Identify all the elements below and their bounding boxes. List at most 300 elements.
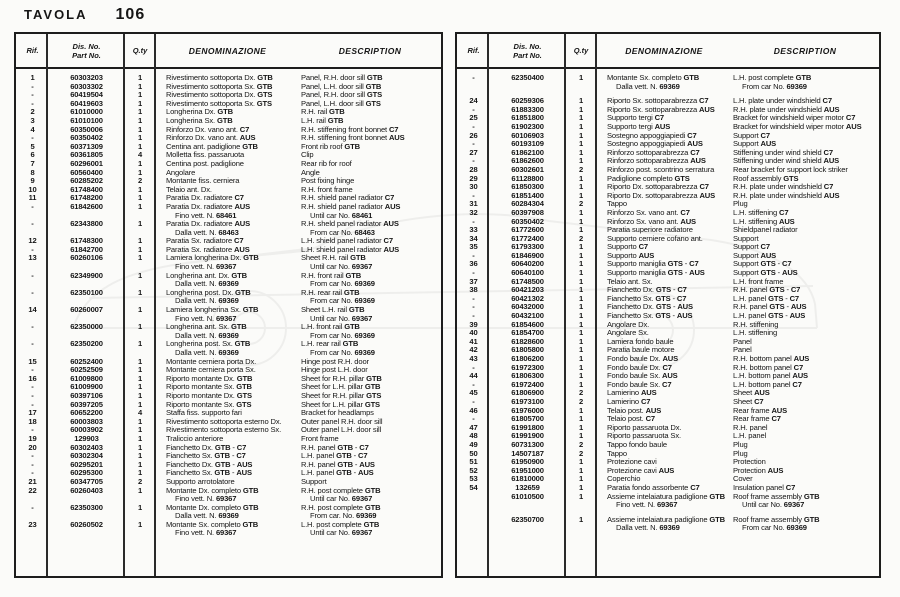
row-description: Panel [733, 336, 752, 346]
header-rif: Rif. [467, 46, 480, 55]
row-qty: 1 [578, 121, 584, 131]
row-denominazione: Rinforzo Dx. vano ant. AUS [166, 133, 256, 143]
row-qty: 1 [137, 107, 143, 117]
row-denominazione: Angolare Dx. [607, 319, 650, 329]
row-denominazione: Montante Sx. completo GTB Dalla vett. N. 69369 [597, 74, 731, 91]
row-part-number: 60106903 [511, 130, 544, 140]
row-ref: 1 [30, 73, 35, 82]
row-qty: 1 [137, 98, 143, 108]
row-denominazione: Rivestimento sottoporta Sx. GTB [166, 81, 273, 91]
row-description: Shieldpanel radiator [733, 225, 798, 235]
table-row [16, 203, 441, 220]
row-qty: 1 [137, 451, 143, 461]
row-qty: 1 [578, 414, 584, 424]
row-part-number: 61991800 [511, 422, 544, 432]
row-description: Hinge post L.H. door [301, 365, 368, 375]
row-denominazione: Rinforzo Sx. vano ant. C7 [607, 207, 690, 217]
row-qty: 1 [578, 242, 584, 252]
row-description: Sheet C7 [733, 396, 764, 406]
row-ref: 20 [28, 442, 37, 452]
row-description: R.H. panel GTB - C7 [301, 442, 369, 452]
row-description: R.H. plate under windshield AUS [733, 104, 840, 114]
page-header [24, 6, 145, 24]
row-description: Plug [733, 199, 748, 209]
row-denominazione: Supporto AUS [607, 250, 655, 260]
row-qty: 1 [137, 201, 143, 211]
row-description: Sheet R.H. rail GTB Until car No. 69367 [299, 254, 441, 271]
row-denominazione: Tappo fondo baule [607, 439, 667, 449]
row-description: R.H. panel GTS - AUS [733, 302, 807, 312]
row-description: Post fixing hinge [301, 176, 355, 186]
row-description: Stiffening under wind shield C7 [733, 147, 833, 157]
row-qty: 1 [137, 399, 143, 409]
row-qty: 1 [578, 422, 584, 432]
row-qty: 1 [578, 336, 584, 346]
row-ref: - [31, 287, 34, 297]
row-qty: 1 [578, 491, 584, 501]
row-description: R.H. post complete GTB Until car No. 69367 [299, 487, 441, 504]
row-qty: 1 [578, 514, 584, 524]
row-ref: 42 [469, 345, 478, 355]
row-denominazione: Fondo baule Sx. AUS [607, 371, 678, 381]
row-part-number: 61828600 [511, 336, 544, 346]
row-part-number: 60397908 [511, 207, 544, 217]
row-description: L.H. shield panel radiator AUS [301, 244, 400, 254]
row-description: Panel [733, 345, 752, 355]
row-description-note: From car. No. 69369 [310, 511, 377, 521]
row-description: Panel, R.H. door sill GTS [301, 90, 383, 100]
row-denominazione: Lamierino C7 [607, 396, 651, 406]
row-description-note: From car No. 69369 [310, 330, 375, 340]
row-ref: 37 [469, 276, 478, 286]
row-part-number: 61748400 [70, 184, 103, 194]
row-part-number: 61009900 [70, 382, 103, 392]
row-qty: 1 [578, 73, 584, 82]
row-qty: 1 [137, 468, 143, 478]
row-denominazione: Longherina Dx. GTB [166, 107, 233, 117]
row-denominazione: Longherina post. Sx. GTB Dalla vett. N. 69369 [156, 340, 299, 357]
row-ref: 11 [28, 193, 37, 203]
row-qty: 2 [578, 439, 584, 449]
row-denominazione: Montante cerniera porta Dx. [166, 356, 257, 366]
row-description: Bracket for windshield wiper motor AUS [733, 121, 862, 131]
table-row [457, 74, 879, 91]
row-ref: 25 [469, 113, 478, 123]
row-part-number: 60652200 [70, 408, 103, 418]
row-denominazione: Assieme intelaiatura padiglione GTB Dalla vett. N. 69369 [597, 516, 731, 533]
row-ref: 38 [469, 285, 478, 295]
row-part-number: 60260106 [70, 253, 103, 263]
header-part-number [490, 42, 565, 60]
row-qty: 2 [578, 448, 584, 458]
row-description: R.H. sheld panel radiator AUS From car No. 68463 [299, 220, 441, 237]
row-denominazione: Fianchetto Dx. GTS - C7 [607, 285, 687, 295]
row-qty: 1 [578, 225, 584, 235]
row-qty: 1 [578, 104, 584, 114]
row-ref: 4 [30, 124, 35, 134]
row-denominazione: Paratia superiore radiatore [607, 225, 693, 235]
row-denominazione: Lamiera fondo baule [607, 336, 674, 346]
table-row [457, 516, 879, 533]
row-ref: - [472, 139, 475, 149]
row-denominazione: Fianchetto Dx. GTB - AUS [166, 459, 253, 469]
row-denominazione: Riporto Dx. sottoparabrezza AUS [607, 190, 716, 200]
row-ref: - [31, 244, 34, 254]
row-ref: - [31, 399, 34, 409]
row-denominazione-note: Dalla vett. N. 69369 [616, 81, 680, 91]
row-description: Rear frame C7 [733, 414, 781, 424]
row-denominazione: Fianchetto Dx. GTB - C7 [166, 442, 247, 452]
row-ref: - [472, 396, 475, 406]
row-ref: - [31, 133, 34, 143]
row-denominazione: Sostegno appoggiapiedi AUS [607, 139, 703, 149]
row-ref: 17 [28, 408, 37, 418]
row-denominazione: Riporto montante Sx. GTB [166, 382, 252, 392]
row-ref: - [31, 390, 34, 400]
row-part-number: 61793300 [511, 242, 544, 252]
row-description: Roof assembly GTS [733, 173, 799, 183]
row-part-number: 132659 [515, 482, 540, 492]
table-body [457, 69, 879, 533]
row-denominazione: Riporto Sx. sottoparabrezza AUS [607, 104, 715, 114]
row-part-number: 60361805 [70, 150, 103, 160]
row-description: Insulation panel C7 [733, 482, 796, 492]
row-ref: 49 [469, 439, 478, 449]
row-denominazione: Rivestimento sottoporta esterno Dx. [166, 416, 282, 426]
row-qty: 1 [578, 139, 584, 149]
row-ref: 19 [28, 433, 37, 443]
row-ref: - [31, 382, 34, 392]
row-denominazione: Rivestimento sottoporta esterno Sx. [166, 425, 282, 435]
row-description: R.H. front frame [301, 184, 353, 194]
row-description: Front frame [301, 433, 339, 443]
header-rif: Rif. [26, 46, 39, 55]
row-qty: 1 [137, 305, 143, 315]
row-qty: 1 [578, 482, 584, 492]
row-part-number: 61991900 [511, 431, 544, 441]
row-denominazione-note: Fino vett. N. 69367 [616, 500, 678, 510]
row-denominazione: Riporto montante Dx. GTS [166, 390, 252, 400]
row-part-number: 60303203 [70, 73, 103, 82]
row-denominazione: Longherina ant. Dx. GTB Dalla vett. N. 69369 [156, 272, 299, 289]
row-qty: 1 [137, 416, 143, 426]
row-description: R.H. panel GTS - C7 [733, 285, 801, 295]
row-denominazione: Coperchio [607, 474, 641, 484]
row-description: Bracket for headlamps [301, 408, 374, 418]
row-part-number: 129903 [74, 433, 99, 443]
row-denominazione: Longherina post. Dx. GTB Dalla vett. N. 69369 [156, 289, 299, 306]
row-qty: 1 [137, 519, 143, 529]
row-ref: 41 [469, 336, 478, 346]
row-description: L.H. panel [733, 431, 767, 441]
row-part-number: 61862600 [511, 156, 544, 166]
row-denominazione: Rinforzo sottoparabrezza AUS [607, 156, 706, 166]
row-denominazione: Tappo [607, 199, 627, 209]
row-description-note: From car No. 69369 [742, 81, 807, 91]
parts-table-right [455, 32, 881, 578]
row-description: Sheet L.H. rail GTB Until car No. 69367 [299, 306, 441, 323]
row-ref: 50 [469, 448, 478, 458]
row-qty: 1 [578, 285, 584, 295]
row-description: Support AUS [733, 139, 777, 149]
row-denominazione: Protezione cavi [607, 457, 657, 467]
row-part-number: 62350400 [511, 73, 544, 82]
row-description: L.H. shield panel radiator C7 [301, 236, 393, 246]
table-number: 106 [115, 6, 146, 23]
table-header [457, 34, 879, 69]
row-description: Hinge post R.H. door [301, 356, 369, 366]
row-description: L.H. front frame [733, 276, 784, 286]
row-ref: - [472, 379, 475, 389]
row-description: Outer panel R.H. door sill [301, 416, 383, 426]
row-part-number: 62343800 [70, 219, 103, 229]
row-denominazione: Fianchetto Sx. GTS - AUS [607, 311, 693, 321]
row-denominazione: Lamierino AUS [607, 388, 657, 398]
row-ref: 26 [469, 130, 478, 140]
row-part-number: 60731300 [511, 439, 544, 449]
row-qty: 1 [578, 371, 584, 381]
row-qty: 1 [578, 457, 584, 467]
row-denominazione: Angolare [166, 167, 196, 177]
row-qty: 1 [137, 81, 143, 91]
row-qty: 1 [137, 158, 143, 168]
row-description: Rear bracket for support lock striker [733, 164, 848, 174]
row-qty: 1 [137, 141, 143, 151]
row-part-number: 61842600 [70, 201, 103, 211]
row-part-number: 60347705 [70, 476, 103, 486]
row-ref: 31 [469, 199, 478, 209]
row-qty: 1 [137, 356, 143, 366]
row-description: Roof frame assembly GTB Until car No. 69367 [731, 493, 879, 510]
row-denominazione-note: Fino vett. N. 69367 [175, 528, 237, 538]
row-description: Sheet AUS [733, 388, 770, 398]
row-denominazione: Longherina ant. Sx. GTB Dalla vett. N. 69369 [156, 323, 299, 340]
row-ref: 15 [28, 356, 37, 366]
row-ref: - [31, 425, 34, 435]
row-part-number: 60260403 [70, 485, 103, 495]
row-qty: 1 [578, 259, 584, 269]
row-ref: 47 [469, 422, 478, 432]
row-qty: 2 [578, 396, 584, 406]
row-qty: 4 [137, 408, 143, 418]
row-ref: - [31, 81, 34, 91]
row-qty: 1 [137, 253, 143, 263]
row-denominazione: Riporto montante Sx. GTS [166, 399, 252, 409]
row-description: R.H. panel GTB - AUS [301, 459, 375, 469]
row-description: Protection AUS [733, 465, 784, 475]
row-part-number: 61854700 [511, 328, 544, 338]
row-denominazione: Fianchetto Sx. GTB - C7 [166, 451, 246, 461]
row-part-number: 60003902 [70, 425, 103, 435]
row-ref: 21 [28, 476, 37, 486]
row-part-number: 62350200 [70, 339, 103, 349]
row-denominazione: Telaio ant. Dx. [166, 184, 212, 194]
row-denominazione: Fondo baule Dx. AUS [607, 354, 679, 363]
row-description: Sheet for R.H. pillar GTB [301, 373, 382, 383]
row-denominazione: Paratia Dx. radiatore AUS Fino vett. N. 68461 [156, 203, 299, 220]
row-description-note: Until car No. 68461 [310, 210, 373, 220]
row-qty: 1 [137, 442, 143, 452]
header-qty: Q.ty [132, 46, 148, 55]
row-description: R.H. post complete GTB From car. No. 69369 [299, 504, 441, 521]
row-part-number: 14507187 [511, 448, 544, 458]
row-qty: 1 [578, 113, 584, 123]
row-ref: 12 [28, 236, 37, 246]
row-ref: 10 [28, 184, 37, 194]
header-qty: Q.ty [573, 46, 589, 55]
row-description: Sheet for L.H. pillar GTB [301, 382, 381, 392]
row-part-number: 60421203 [511, 285, 544, 295]
row-description: R.H. stiffening [733, 319, 779, 329]
row-ref: - [31, 270, 34, 280]
row-qty: 1 [137, 236, 143, 246]
row-part-number: 60284304 [511, 199, 544, 209]
row-denominazione: Rivestimento sottoporta Dx. GTS [166, 90, 273, 100]
table-header [16, 34, 441, 69]
row-ref: 46 [469, 405, 478, 415]
row-qty: 1 [137, 502, 143, 512]
row-denominazione: Protezione cavi AUS [607, 465, 675, 475]
row-ref: 14 [28, 305, 37, 315]
row-qty: 1 [137, 167, 143, 177]
row-part-number: 61972400 [511, 379, 544, 389]
row-part-number: 61854600 [511, 319, 544, 329]
row-description: L.H. stiffening C7 [733, 207, 789, 217]
row-part-number: 60560400 [70, 167, 103, 177]
row-denominazione: Montante Dx. completo GTB Fino vett. N. 69367 [156, 487, 299, 504]
row-denominazione: Telaio ant. Sx. [607, 276, 653, 286]
row-part-number: 61010100 [70, 115, 103, 125]
row-qty: 1 [137, 322, 143, 332]
row-description: L.H. panel GTB - C7 [301, 451, 368, 461]
row-ref: 39 [469, 319, 478, 329]
row-denominazione: Paratia Sx. radiatore C7 [166, 236, 244, 246]
row-ref: - [472, 414, 475, 424]
row-part-number: 61973100 [511, 396, 544, 406]
row-ref: 40 [469, 328, 478, 338]
row-description: L.H. front rail GTB From car No. 69369 [299, 323, 441, 340]
row-part-number: 60397205 [70, 399, 103, 409]
header-denominazione: DENOMINAZIONE [188, 45, 267, 56]
row-part-number: 62350000 [70, 322, 103, 332]
row-qty: 2 [578, 233, 584, 243]
row-qty: 1 [578, 207, 584, 217]
row-denominazione: Paratia Sx. radiatore AUS [166, 244, 250, 254]
row-part-number: 60419603 [70, 98, 103, 108]
row-description: R.H. shield panel radiator AUS Until car No. 68461 [299, 203, 441, 220]
row-denominazione-note: Fino vett. N. 68461 [175, 210, 237, 220]
row-denominazione-note: Dalla vett. N. 69369 [175, 330, 239, 340]
row-description: R.H. plate under windshield C7 [733, 182, 834, 192]
row-qty: 1 [578, 465, 584, 475]
row-description: R.H. bottom panel AUS [733, 354, 810, 363]
row-part-number: 60371309 [70, 141, 103, 151]
row-qty: 1 [578, 328, 584, 338]
row-part-number: 60302304 [70, 451, 103, 461]
row-part-number: 61772600 [511, 225, 544, 235]
row-description: L.H. stiffening AUS [733, 216, 795, 226]
row-denominazione: Supporto C7 [607, 242, 649, 252]
row-description-note: From car No. 69369 [310, 296, 375, 306]
row-qty: 1 [578, 345, 584, 355]
row-qty: 1 [578, 268, 584, 278]
row-description: L.H. panel GTB - AUS [301, 468, 374, 478]
row-description: Plug [733, 448, 748, 458]
row-qty: 1 [578, 405, 584, 415]
row-qty: 1 [137, 124, 143, 134]
row-ref: 8 [30, 167, 35, 177]
row-denominazione: Rinforzo Dx. vano ant. C7 [166, 124, 250, 134]
row-denominazione: Riporto passaruota Sx. [607, 431, 681, 441]
row-ref: 36 [469, 259, 478, 269]
row-description: L.H. post complete GTB Until car No. 69367 [299, 521, 441, 538]
row-qty: 1 [578, 302, 584, 312]
row-qty: 4 [137, 150, 143, 160]
row-denominazione: Rivestimento sottoporta Dx. GTB [166, 73, 273, 82]
row-denominazione: Fianchetto Sx. GTB - AUS [166, 468, 252, 478]
row-part-number: 61950900 [511, 457, 544, 467]
row-denominazione-note: Fino vett. N. 69367 [175, 262, 237, 272]
row-description: R.H. shield panel radiator C7 [301, 193, 395, 203]
table-row [16, 340, 441, 357]
row-ref: 13 [28, 253, 37, 263]
row-qty: 2 [578, 388, 584, 398]
row-denominazione: Riporto montante Dx. GTB [166, 373, 253, 383]
row-part-number: 60285202 [70, 176, 103, 186]
row-part-number: 61806300 [511, 371, 544, 381]
row-part-number: 60432100 [511, 311, 544, 321]
row-ref: - [31, 219, 34, 229]
row-part-number: 60350006 [70, 124, 103, 134]
row-ref: 3 [30, 115, 35, 125]
row-ref: - [31, 201, 34, 211]
row-denominazione: Angolare Sx. [607, 328, 649, 338]
row-description: Protection [733, 457, 766, 467]
row-description: R.H. plate under windshield AUS [733, 190, 840, 200]
row-part-number: 62349900 [70, 270, 103, 280]
row-description: Support C7 [733, 242, 770, 252]
row-qty: 1 [578, 474, 584, 484]
row-denominazione: Lamiera longherina Sx. GTB Fino vett. N. 69367 [156, 306, 299, 323]
row-denominazione: Supporto tergi AUS [607, 121, 671, 131]
row-part-number: 61810000 [511, 474, 544, 484]
row-description: L.H. panel GTS - AUS [733, 311, 806, 321]
row-part-number: 60302601 [511, 164, 544, 174]
row-ref: 35 [469, 242, 478, 252]
row-part-number: 60193109 [511, 139, 544, 149]
row-description: R.H. rail GTB [301, 107, 345, 117]
row-ref: 9 [30, 176, 35, 186]
row-denominazione: Supporto cerniere cofano ant. [607, 233, 703, 243]
row-description: Support [301, 476, 327, 486]
row-qty: 2 [578, 164, 584, 174]
row-ref: 48 [469, 431, 478, 441]
header-denominazione: DENOMINAZIONE [625, 45, 703, 56]
row-qty: 2 [137, 176, 143, 186]
row-description: Cover [733, 474, 753, 484]
row-part-number: 61806200 [511, 354, 544, 363]
row-ref: - [472, 293, 475, 303]
row-ref [457, 493, 490, 510]
row-ref: 51 [469, 457, 478, 467]
row-ref: - [472, 190, 475, 200]
row-denominazione: Riporto Dx. sottoparabrezza C7 [607, 182, 709, 192]
row-description: Stiffening under wind shield AUS [733, 156, 840, 166]
table-row [16, 487, 441, 504]
row-ref: 23 [28, 519, 37, 529]
row-ref: - [31, 459, 34, 469]
row-denominazione: Paratia Dx. radiatore AUS Dalla vett. N. 68463 [156, 220, 299, 237]
